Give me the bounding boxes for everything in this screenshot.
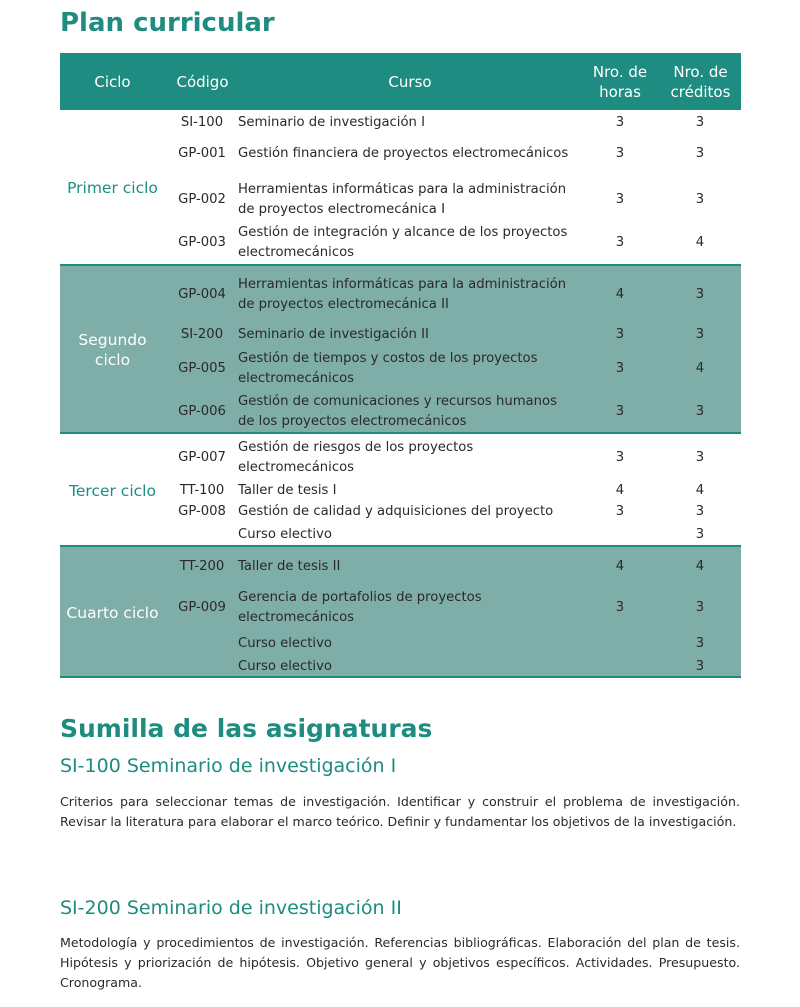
course-name: [238, 178, 598, 222]
cycle-label-line1: Cuarto ciclo: [66, 603, 159, 622]
table-row: [60, 222, 741, 264]
course-name: Gestión de calidad y adquisiciones del proyecto: [238, 504, 554, 519]
table-row: [60, 178, 741, 222]
course-credits: 3: [695, 327, 705, 342]
header-horas: [580, 53, 660, 110]
table-row: [60, 390, 741, 434]
header-creditos-line1: Nro. de: [673, 62, 728, 81]
course-code: GP-008: [178, 504, 226, 519]
course-credits: 3: [695, 504, 705, 519]
course-code: [170, 655, 234, 678]
table-bottom-rule: [60, 676, 741, 678]
course-code: TT-100: [179, 483, 225, 498]
header-curso: Curso: [388, 72, 432, 91]
cycle-group-2: [60, 264, 741, 432]
course-name: [238, 585, 598, 631]
course-summary: Metodología y procedimientos de investigación. Referencias bibliográficas. Elaboración del plan de tesis. Hipótesis y priorización de hipótesis. Objetivo general y objetivos específicos. Actividades. Presupuesto. Cronograma.: [60, 935, 740, 990]
course-credits: 4: [695, 559, 705, 574]
course-name-line2: de los proyectos electromecánicos: [238, 414, 467, 429]
course-hours: [580, 633, 660, 655]
course-name-line1: Gestión de tiempos y costos de los proyectos: [238, 351, 538, 366]
course-credits: 4: [695, 483, 705, 498]
table-row: [60, 268, 741, 322]
table-row: [60, 655, 741, 678]
table-row: [60, 549, 741, 585]
course-code: TT-200: [179, 559, 225, 574]
course-name-line1: Gerencia de portafolios de proyectos: [238, 590, 482, 605]
course-credits: 3: [695, 658, 705, 674]
course-name: [238, 348, 598, 390]
header-horas-line2: horas: [599, 82, 641, 101]
course-name-line2: electromecánicos: [238, 460, 355, 475]
course-credits: 3: [695, 450, 705, 465]
section-title: Sumilla de las asignaturas: [60, 714, 433, 743]
table-row: [60, 348, 741, 390]
course-credits: 3: [695, 636, 705, 651]
header-creditos-line2: créditos: [670, 82, 731, 101]
course-name: [238, 222, 598, 264]
course-name-line2: electromecánicos: [238, 371, 355, 386]
course-summary: Criterios para seleccionar temas de investigación. Identificar y construir el problema de investigación. Revisar la literatura para elaborar el marco teórico. Definir y fundamentar los objetivos de la investigación.: [60, 794, 740, 829]
course-code: GP-003: [178, 235, 226, 250]
page-title: Plan curricular: [60, 8, 275, 38]
table-row: [60, 502, 741, 522]
cycle-group-4: [60, 545, 741, 676]
course-credits: 3: [695, 527, 705, 542]
header-creditos: [660, 53, 741, 110]
course-hours: 3: [615, 404, 625, 419]
cycle-group-1: [60, 110, 741, 265]
course-credits: 3: [695, 404, 705, 419]
cycle-group-3: [60, 432, 741, 545]
course-heading: SI-200 Seminario de investigación II: [60, 897, 402, 919]
course-hours: 3: [615, 450, 625, 465]
cycle-label-line1: Tercer ciclo: [69, 481, 156, 500]
course-hours: 3: [615, 192, 625, 207]
header-horas-line1: Nro. de: [592, 62, 648, 81]
course-hours: 4: [615, 287, 625, 302]
course-code: [170, 633, 234, 655]
course-code: SI-200: [180, 327, 224, 342]
course-name-line2: de proyectos electromecánica II: [238, 297, 449, 312]
course-name-line2: electromecánicos: [238, 610, 355, 625]
course-credits: 3: [695, 600, 705, 615]
course-hours: 3: [615, 600, 625, 615]
course-credits: 3: [695, 192, 705, 207]
course-name: Seminario de investigación I: [238, 115, 425, 130]
course-credits: 3: [695, 146, 705, 161]
table-row: [60, 110, 741, 136]
course-credits: 3: [695, 115, 705, 130]
course-name: [238, 390, 598, 434]
table-row: [60, 633, 741, 655]
course-hours: 4: [615, 483, 625, 498]
course-credits: 4: [695, 235, 705, 250]
course-name-line2: electromecánicos: [238, 245, 355, 260]
header-codigo: Código: [176, 72, 229, 91]
course-hours: 3: [615, 146, 625, 161]
table-row: [60, 523, 741, 547]
course-code: GP-007: [178, 450, 226, 465]
table-row: [60, 436, 741, 480]
table-header: [60, 53, 741, 110]
course-name: [238, 436, 598, 480]
course-name: Taller de tesis I: [238, 483, 337, 498]
cycle-label-line1: Segundo: [78, 331, 147, 349]
course-hours: 4: [615, 559, 625, 574]
course-hours: [580, 523, 660, 547]
cycle-label-line1: Primer ciclo: [67, 178, 158, 197]
table-row: [60, 480, 741, 502]
course-code: [170, 523, 234, 547]
course-name-line1: Gestión de riesgos de los proyectos: [238, 440, 474, 455]
course-name: Gestión financiera de proyectos electromecánicos: [238, 146, 569, 161]
course-name: Curso electivo: [238, 527, 332, 542]
course-hours: 3: [615, 235, 625, 250]
course-name: Curso electivo: [238, 658, 332, 674]
table-row: [60, 585, 741, 631]
course-hours: 3: [615, 327, 625, 342]
course-name: Seminario de investigación II: [238, 327, 429, 342]
course-name: [238, 268, 598, 322]
course-hours: 3: [615, 361, 625, 376]
header-ciclo: Ciclo: [94, 72, 131, 91]
course-hours: [580, 655, 660, 678]
course-code: GP-001: [178, 146, 226, 161]
course-code: GP-009: [178, 600, 226, 615]
course-code: GP-002: [178, 192, 226, 207]
course-heading: SI-100 Seminario de investigación I: [60, 755, 397, 777]
course-name-line1: Herramientas informáticas para la administración: [238, 277, 567, 292]
course-hours: 3: [615, 115, 625, 130]
course-credits: 3: [695, 287, 705, 302]
course-code: GP-005: [178, 361, 226, 376]
course-name: Curso electivo: [238, 636, 332, 651]
table-row: [60, 136, 741, 172]
course-code: GP-004: [178, 287, 226, 302]
course-code: GP-006: [178, 404, 226, 419]
course-code: SI-100: [180, 115, 224, 130]
course-name-line1: Herramientas informáticas para la administración: [238, 182, 567, 197]
table-row: [60, 322, 741, 348]
course-name-line2: de proyectos electromecánica I: [238, 202, 445, 217]
course-name: Taller de tesis II: [238, 559, 341, 574]
cycle-label-line2: ciclo: [94, 351, 131, 369]
course-name-line1: Gestión de comunicaciones y recursos humanos: [238, 394, 557, 409]
course-name-line1: Gestión de integración y alcance de los proyectos: [238, 225, 568, 240]
course-credits: 4: [695, 361, 705, 376]
course-hours: 3: [615, 504, 625, 519]
